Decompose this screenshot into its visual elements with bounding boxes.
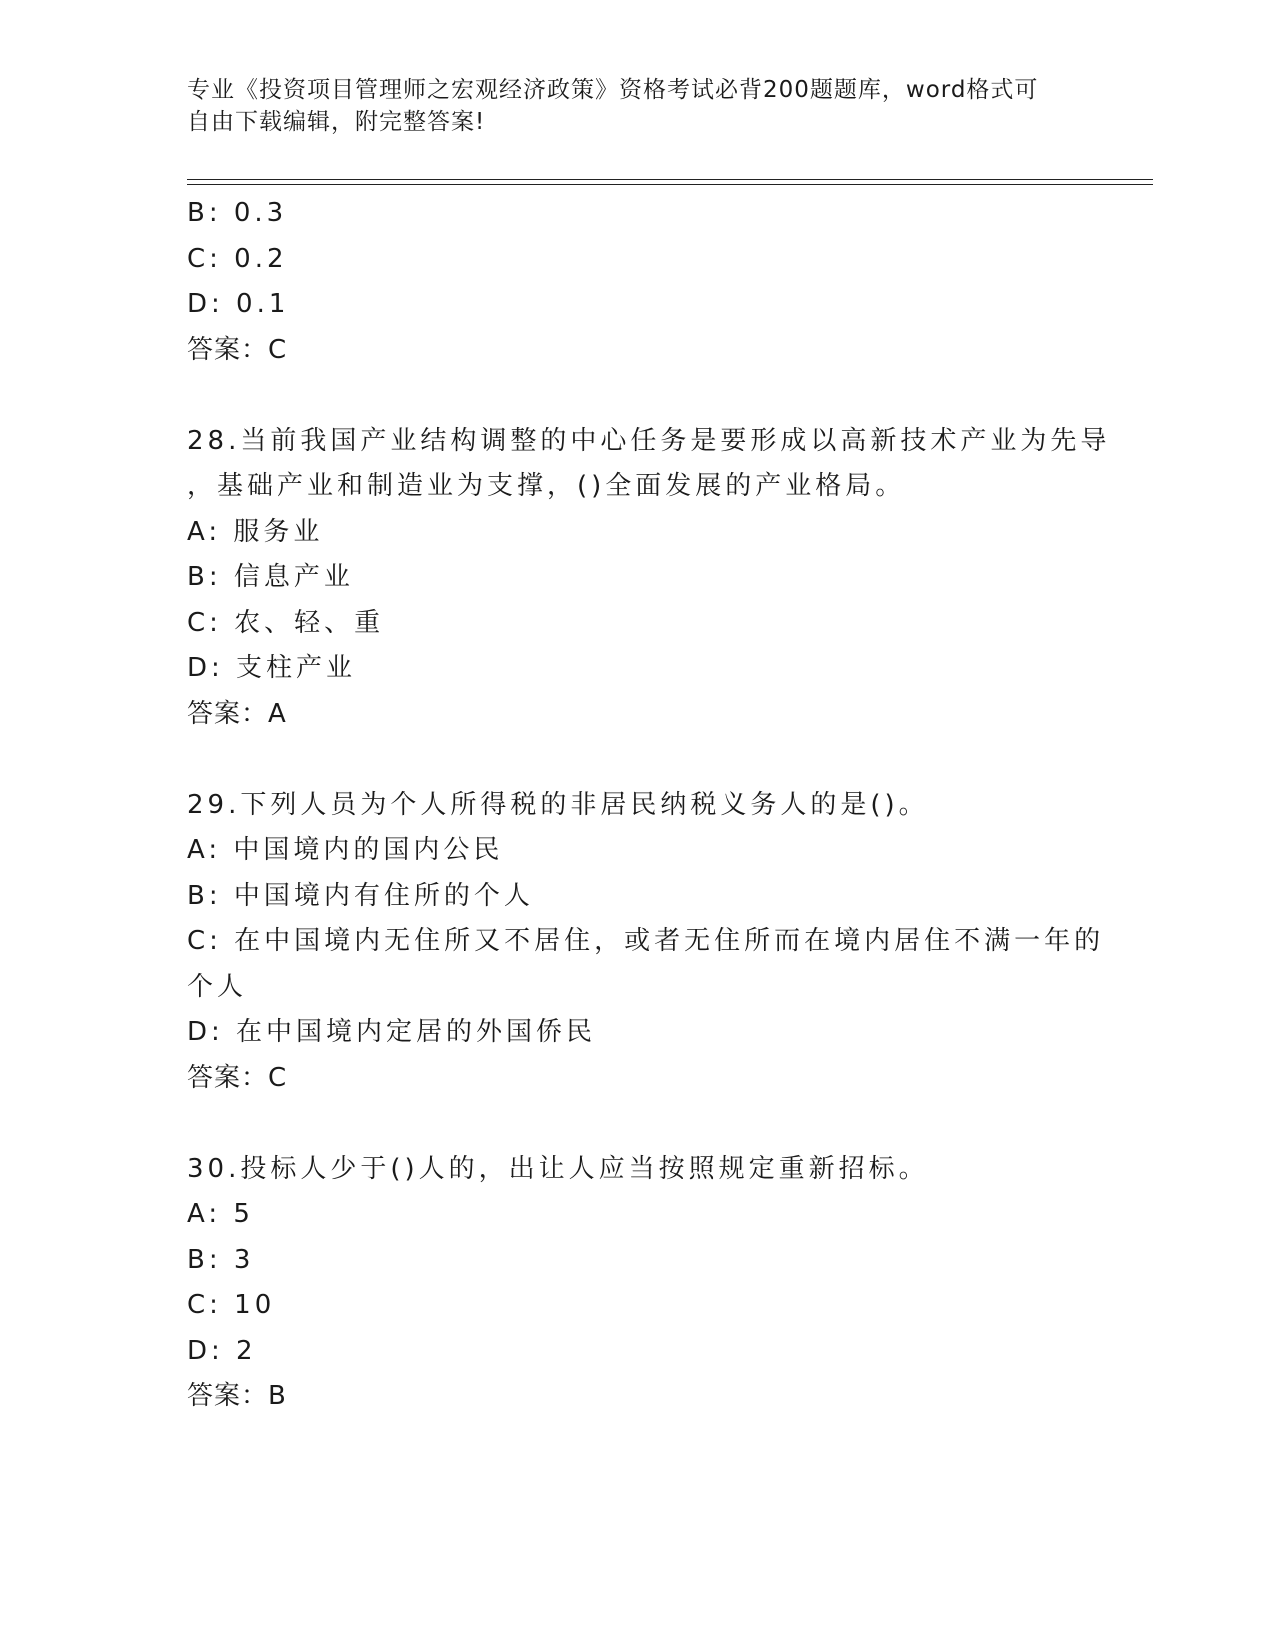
option-d: D: 支柱产业: [187, 653, 357, 683]
option-c: C: 在中国境内无住所又不居住，或者无住所而在境内居住不满一年的: [187, 926, 1105, 956]
option-d: D: 在中国境内定居的外国侨民: [187, 1017, 597, 1047]
question-29: [187, 783, 1105, 1102]
option-d: D: 0.1: [187, 289, 290, 319]
option-b: B: 信息产业: [187, 562, 354, 592]
document-header: [187, 74, 1087, 138]
header-line-1: 专业《投资项目管理师之宏观经济政策》资格考试必背200题题库，word格式可: [187, 77, 1039, 103]
option-c: C: 0.2: [187, 243, 288, 274]
header-divider-top: [187, 179, 1153, 180]
question-stem-continued: ，基础产业和制造业为支撑，()全面发展的产业格局。: [187, 471, 906, 501]
option-a: A: 服务业: [187, 516, 324, 547]
option-d: D: 2: [187, 1335, 257, 1366]
option-a: A: 5: [187, 1199, 254, 1229]
spacer: [187, 373, 1087, 419]
answer-text: 答案：B: [187, 1381, 287, 1411]
question-27-tail: [187, 191, 1087, 373]
option-c: C: 农、轻、重: [187, 607, 385, 638]
question-list: [187, 191, 1111, 1420]
header-divider-bottom: [187, 184, 1153, 185]
question-stem: 29.下列人员为个人所得税的非居民纳税义务人的是()。: [187, 789, 929, 820]
option-c-continued: 个人: [187, 971, 248, 1002]
question-stem: 28.当前我国产业结构调整的中心任务是要形成以高新技术产业为先导: [187, 425, 1111, 456]
question-30: [187, 1147, 1087, 1420]
option-b: B: 中国境内有住所的个人: [187, 880, 534, 911]
header-line-2: 自由下载编辑，附完整答案!: [187, 109, 486, 135]
option-a: A: 中国境内的国内公民: [187, 835, 504, 865]
answer-text: 答案：C: [187, 334, 288, 365]
question-28: [187, 419, 1111, 738]
spacer: [187, 737, 1087, 783]
spacer: [187, 1101, 1087, 1147]
option-b: B: 3: [187, 1244, 255, 1275]
answer-text: 答案：C: [187, 1062, 288, 1093]
option-c: C: 10: [187, 1290, 276, 1320]
answer-text: 答案：A: [187, 698, 287, 729]
option-b: B: 0.3: [187, 198, 288, 228]
question-stem: 30.投标人少于()人的，出让人应当按照规定重新招标。: [187, 1153, 929, 1184]
